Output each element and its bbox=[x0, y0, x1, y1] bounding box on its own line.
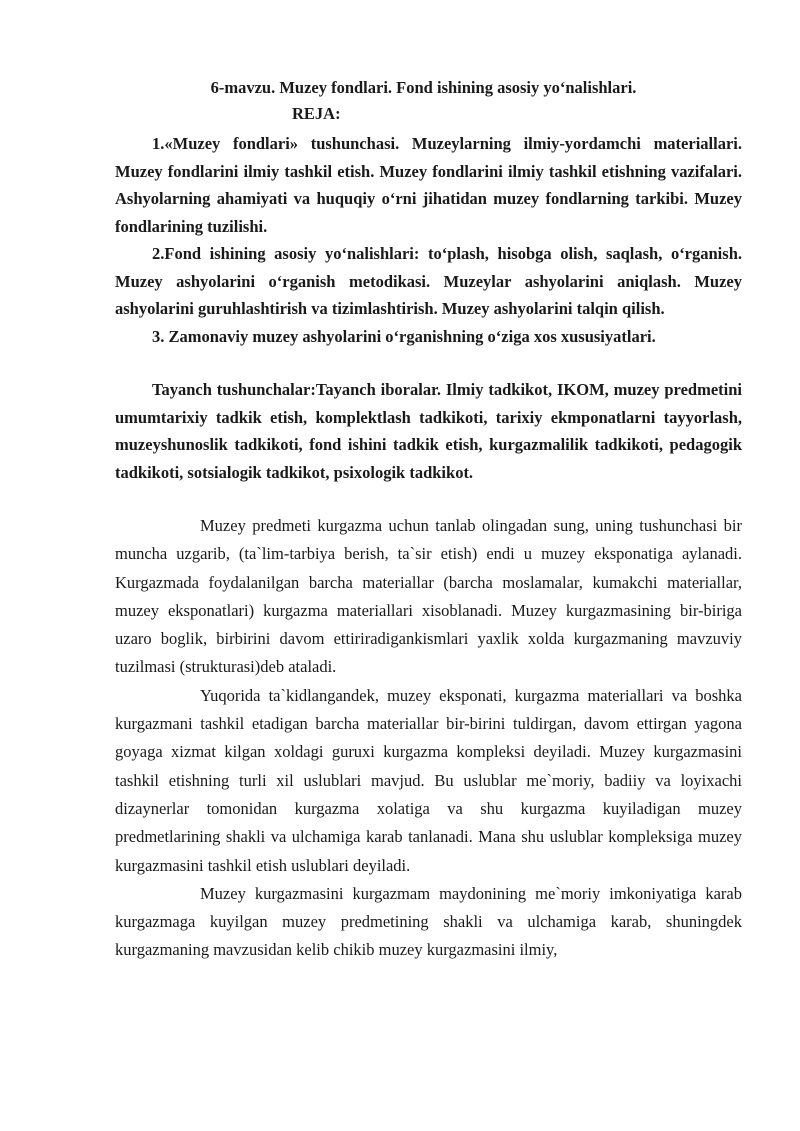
plan-item-2: 2.Fond ishining asosiy yo‘nalishlari: to‘plash, hisobga olish, saqlash, o‘rganish. Muzey ashyolarini o‘rganish metodikasi. Muzeylar ashyolarini aniqlash. Muzey ashyolarini guruhlashtirish va tizimlashtirish. Muzey ashyolarini talqin qilish. bbox=[115, 244, 742, 318]
plan-heading: REJA: bbox=[292, 104, 341, 123]
spacer bbox=[115, 486, 742, 512]
body-paragraph-3: Muzey kurgazmasini kurgazmam maydonining me`moriy imkoniyatiga karab kurgazmaga kuyilgan muzey predmetining shakli va ulchamiga karab, shuningdek kurgazmaning mavzusidan kelib chikib muzey kurgazmasini ilmiy, bbox=[115, 883, 742, 960]
body-paragraph-1: Muzey predmeti kurgazma uchun tanlab olingadan sung, uning tushunchasi bir muncha uzgarib, (ta`lim-tarbiya berish, ta`sir etish) endi u muzey eksponatiga aylanadi. Kurgazmada foydalanilgan barcha materiallar (barcha moslamalar, kumakchi materiallar, muzey eksponatlari) kurgazma materiallari xisoblanadi. Muzey kurgazmasining bir-biriga uzaro boglik, birbirini davom ettiriradigankismlari yaxlik xolda kurgazmaning mavzuviy tuzilmasi (strukturasi)deb ataladi. bbox=[115, 516, 742, 677]
spacer bbox=[115, 350, 742, 376]
body-paragraph-2: Yuqorida ta`kidlangandek, muzey eksponati, kurgazma materiallari va boshka kurgazmani tashkil etadigan barcha materiallar bir-birini tuldirgan, davom ettirgan yagona goyaga xizmat kilgan xoldagi guruxi kurgazma kompleksi deyiladi. Muzey kurgazmasini tashkil etishning turli xil uslublari mavjud. Bu uslublar me`moriy, badiiy va loyixachi dizaynerlar tomonidan kurgazma xolatiga va shu kurgazma kuyiladigan muzey predmetlarining shakli va ulchamiga karab tanlanadi. Mana shu uslublar kompleksiga muzey kurgazmasini tashkil etish uslublari deyiladi. bbox=[115, 685, 742, 875]
plan-item-1: 1.«Muzey fondlari» tushunchasi. Muzeylarning ilmiy-yordamchi materiallari. Muzey fondlarini ilmiy tashkil etish. Muzey fondlarini ilmiy tashkil etishning vazifalari. Ashyolarning ahamiyati va huquqiy o‘rni jihatidan muzey fondlarning tarkibi. Muzey fondlarining tuzilishi. bbox=[115, 134, 742, 236]
key-terms: Tayanch tushunchalar:Tayanch iboralar. Ilmiy tadkikot, IKOM, muzey predmetini umumtarixiy tadkik etish, komplektlash tadkikoti, tarixiy ekmponatlarni tayyorlash, muzeyshunoslik tadkikoti, fond ishini tadkik etish, kurgazmalilik tadkikoti, pedagogik tadkikoti, sotsialogik tadkikot, psixologik tadkikot. bbox=[115, 380, 742, 482]
plan-item-3: 3. Zamonaviy muzey ashyolarini o‘rganishning o‘ziga xos xususiyatlari. bbox=[152, 326, 656, 346]
document-title: 6-mavzu. Muzey fondlari. Fond ishining asosiy yo‘nalishlari. bbox=[210, 78, 637, 97]
